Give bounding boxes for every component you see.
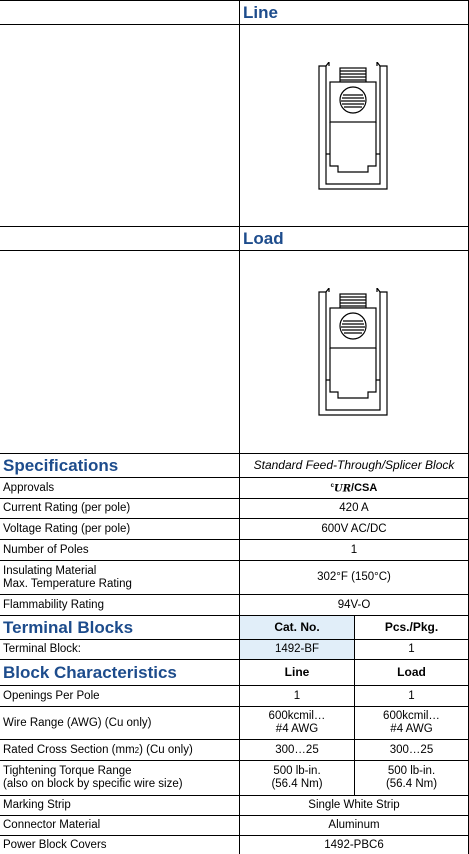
specifications-title: Specifications xyxy=(3,456,119,475)
spec-value-flammability: 94V-O xyxy=(337,598,371,611)
block-char-value-connector-material: Aluminum xyxy=(328,819,380,831)
load-wire-range-line1: 600kcmil… xyxy=(383,710,440,722)
line-torque-line1: 500 lb-in. xyxy=(273,765,321,777)
load-torque-line1: 500 lb-in. xyxy=(387,765,436,777)
block-char-load-wire-range xyxy=(355,707,468,739)
block-char-line-openings: 1 xyxy=(293,689,301,702)
block-char-load-cross-section: 300…25 xyxy=(389,743,434,756)
block-char-label-marking-strip: Marking Strip xyxy=(3,799,71,811)
block-char-label-cross-section xyxy=(3,740,193,760)
terminal-blocks-cat-no-header: Cat. No. xyxy=(274,620,320,634)
terminal-blocks-title: Terminal Blocks xyxy=(3,618,134,637)
cross-section-label-sup: 2 xyxy=(134,745,140,755)
block-char-value-marking-strip: Single White Strip xyxy=(308,799,400,811)
torque-label-line2: (also on block by specific wire size) xyxy=(3,778,183,790)
spec-label-current-rating: Current Rating (per pole) xyxy=(3,502,131,514)
terminal-block-pcs: 1 xyxy=(408,643,415,655)
block-char-line-torque xyxy=(240,761,354,795)
spec-value-current-rating: 420 A xyxy=(339,502,369,514)
terminal-block-cat-no: 1492-BF xyxy=(274,643,320,655)
cross-section-label-pre: Rated Cross Section (mm xyxy=(3,743,135,756)
cross-section-label-post: ) (Cu only) xyxy=(139,743,193,756)
load-torque-line2: (56.4 Nm) xyxy=(385,778,438,790)
block-char-load-openings: 1 xyxy=(408,689,415,702)
spec-value-number-of-poles: 1 xyxy=(350,543,358,556)
block-char-load-header: Load xyxy=(397,665,426,679)
ur-certification-mark-icon: $^c$UR xyxy=(330,483,352,495)
block-char-load-torque xyxy=(355,761,468,795)
block-char-label-connector-material: Connector Material xyxy=(3,819,101,831)
block-char-line-header: Line xyxy=(284,665,310,679)
spec-label-approvals: Approvals xyxy=(3,481,55,494)
line-wire-range-line1: 600kcmil… xyxy=(268,710,326,722)
line-section-title: Line xyxy=(243,3,278,22)
terminal-block-label: Terminal Block: xyxy=(3,643,81,655)
insulating-material-line2: Max. Temperature Rating xyxy=(3,577,132,590)
block-char-value-power-block-covers: 1492-PBC6 xyxy=(324,838,384,851)
spec-label-insulating-material xyxy=(3,561,132,594)
block-char-label-torque xyxy=(3,761,183,795)
terminal-blocks-pcs-header: Pcs./Pkg. xyxy=(384,620,439,634)
load-terminal-block-image xyxy=(318,288,388,416)
line-wire-range-line2: #4 AWG xyxy=(275,723,319,735)
block-char-line-cross-section: 300…25 xyxy=(275,743,319,756)
specifications-subtitle: Standard Feed-Through/Splicer Block xyxy=(253,458,455,472)
load-section-title: Load xyxy=(243,229,284,248)
block-characteristics-title: Block Characteristics xyxy=(3,663,177,682)
load-wire-range-line2: #4 AWG xyxy=(390,723,433,735)
line-torque-line2: (56.4 Nm) xyxy=(271,778,323,790)
approvals-value-text: /CSA xyxy=(351,481,378,494)
insulating-material-line1: Insulating Material xyxy=(3,564,97,577)
spec-value-voltage-rating: 600V AC/DC xyxy=(321,522,387,535)
spec-value-temperature-rating: 302°F (150°C) xyxy=(317,571,391,583)
torque-label-line1: Tightening Torque Range xyxy=(3,765,132,777)
spec-label-flammability: Flammability Rating xyxy=(3,598,104,611)
block-char-label-power-block-covers: Power Block Covers xyxy=(3,838,107,851)
block-char-label-openings: Openings Per Pole xyxy=(3,689,100,702)
spec-value-approvals xyxy=(240,478,468,498)
line-terminal-block-image xyxy=(318,62,388,190)
block-char-line-wire-range xyxy=(240,707,354,739)
block-char-label-wire-range: Wire Range (AWG) (Cu only) xyxy=(3,716,152,729)
spec-label-number-of-poles: Number of Poles xyxy=(3,543,89,556)
spec-label-voltage-rating: Voltage Rating (per pole) xyxy=(3,522,131,535)
